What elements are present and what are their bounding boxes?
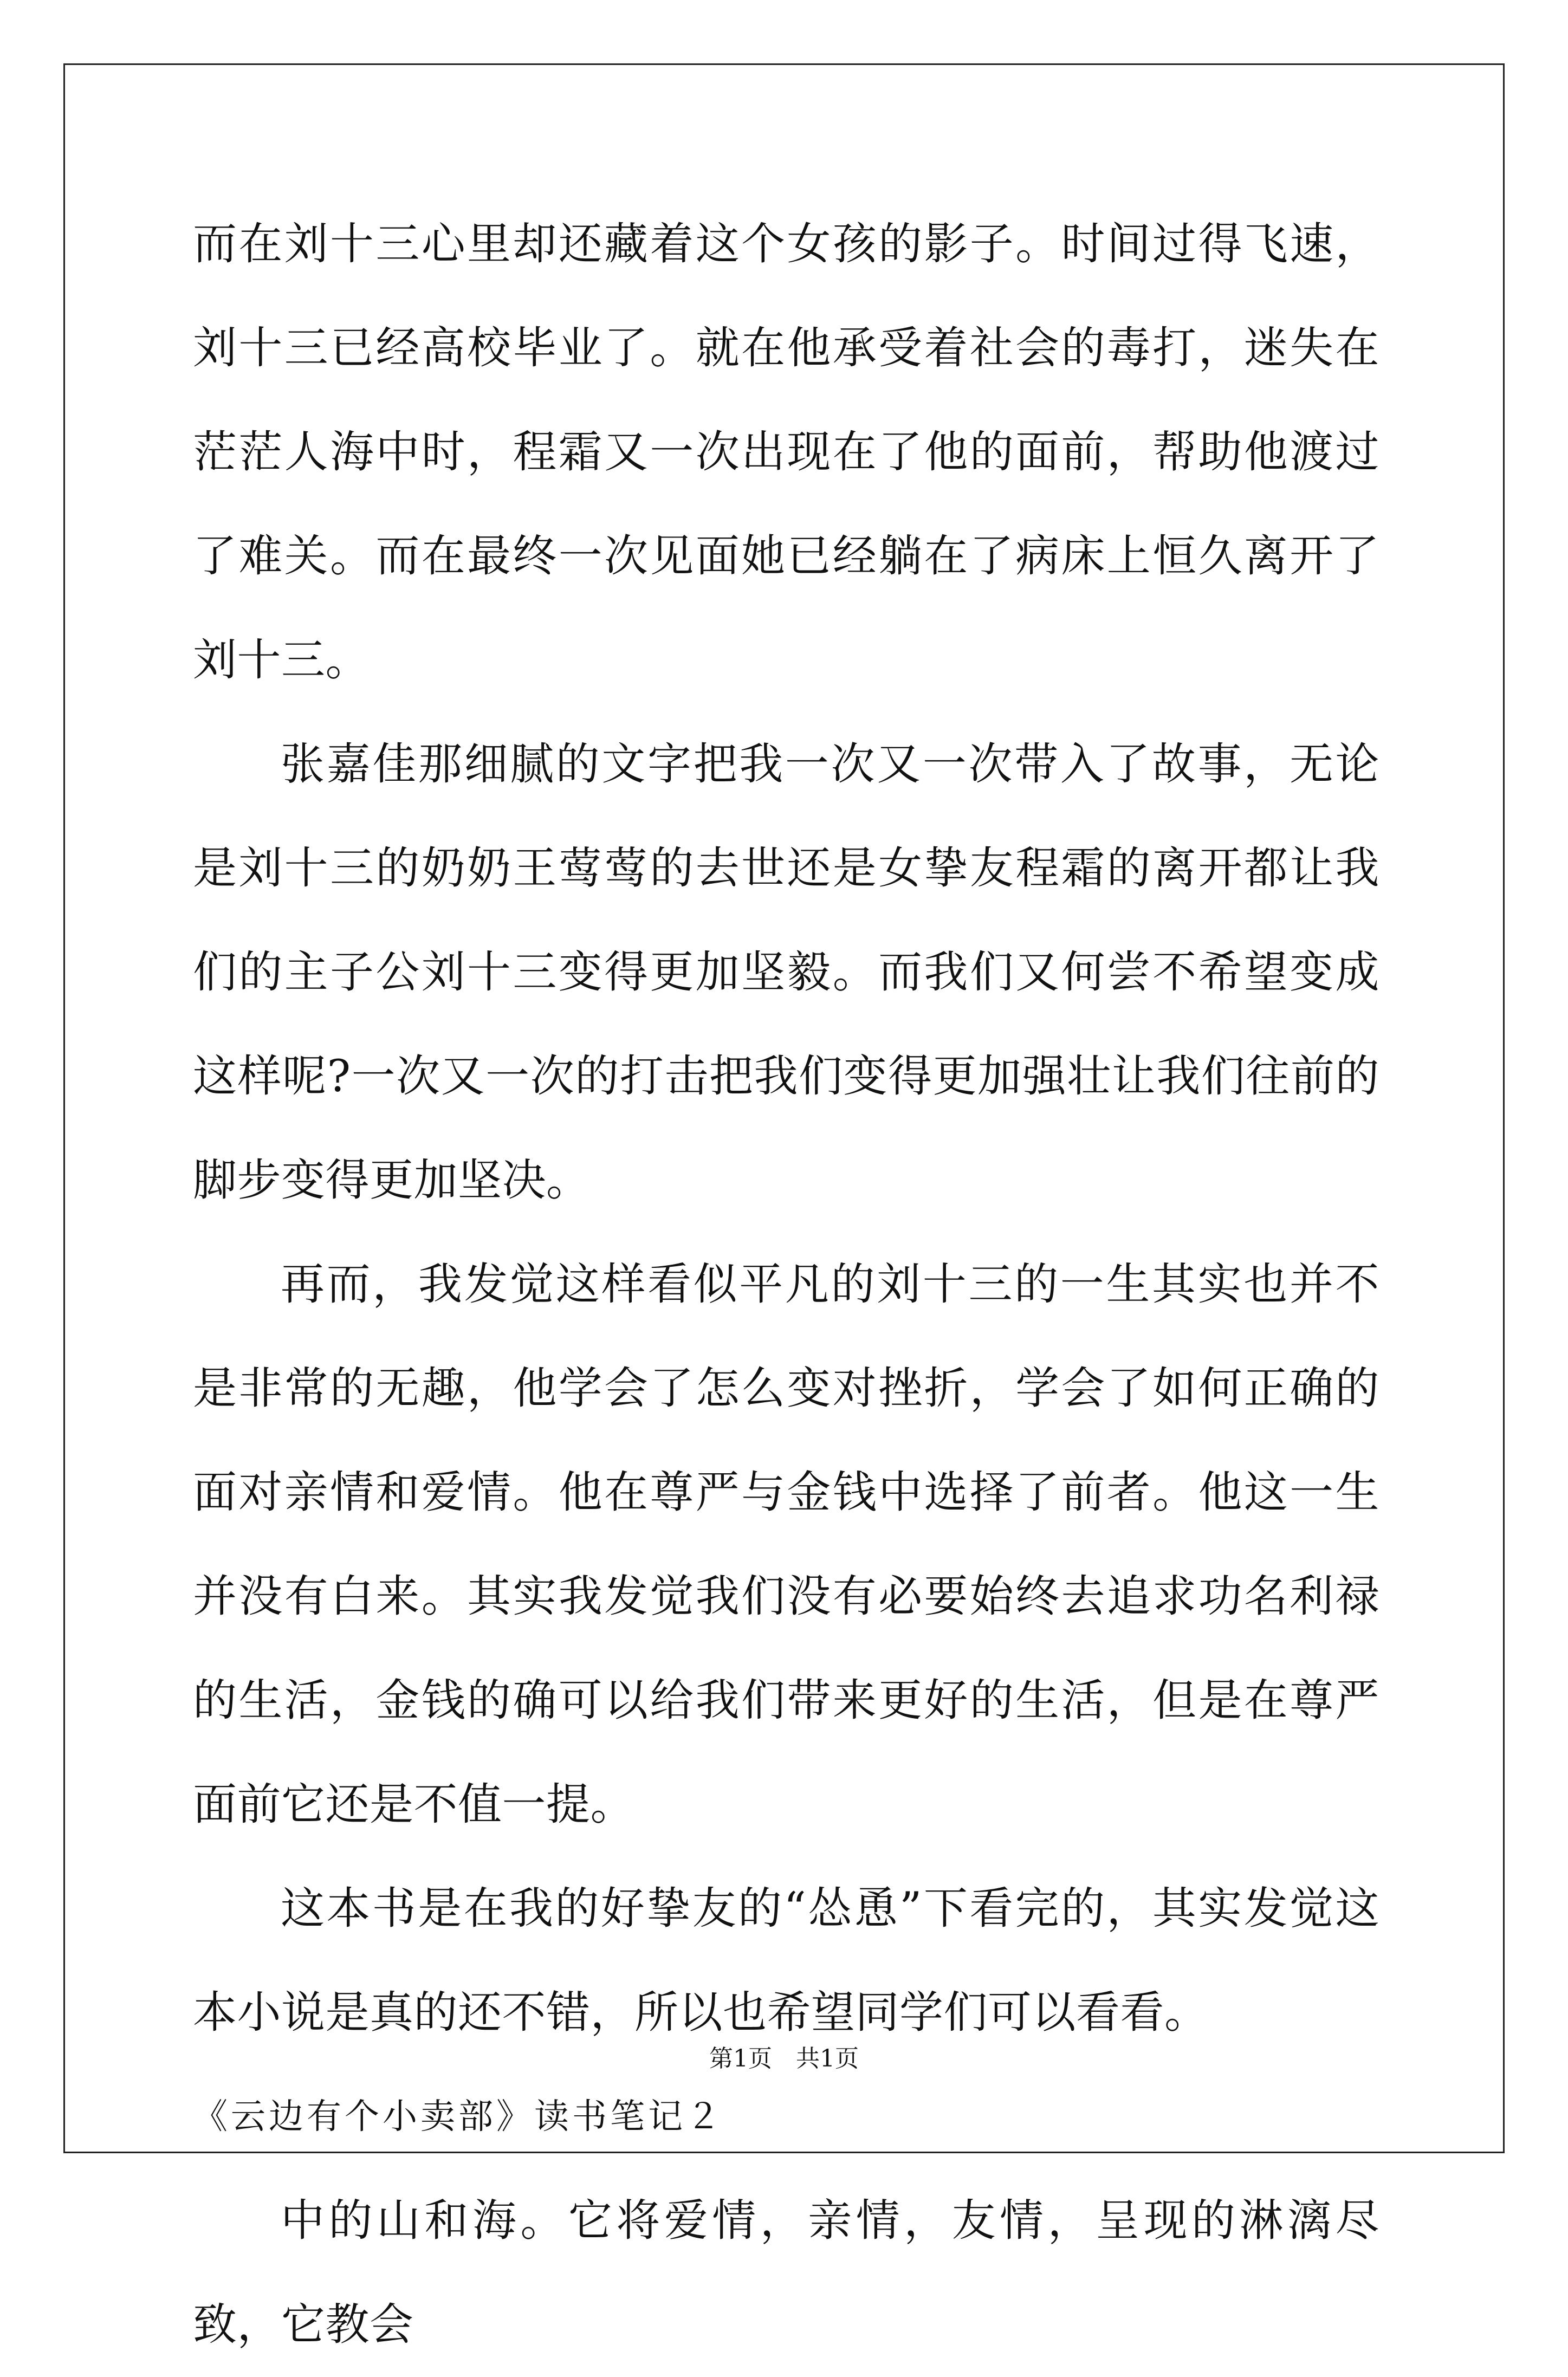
page-footer: 第1页 共1页 [709,2045,859,2072]
paragraph-2: 张嘉佳那细腻的文字把我一次又一次带入了故事，无论是刘十三的奶奶王莺莺的去世还是女挚友程霜的离开都让我们的主子公刘十三变得更加坚毅。而我们又何尝不希望变成这样呢?一次又一次的打击把我们变得更加强壮让我们往前的脚步变得更加坚决。 [193,739,1379,1206]
paragraph-3: 再而，我发觉这样看似平凡的刘十三的一生其实也并不是非常的无趣，他学会了怎么变对挫折，学会了如何正确的面对亲情和爱情。他在尊严与金钱中选择了前者。他这一生并没有白来。其实我发觉我们没有必要始终去追求功名利禄的生活，金钱的确可以给我们带来更好的生活，但是在尊严面前它还是不值一提。 [193,1259,1379,1830]
paragraph-5: 中的山和海。它将爱情，亲情，友情，呈现的淋漓尽致，它教会 [193,2195,1379,2350]
paragraph-1: 而在刘十三心里却还藏着这个女孩的影子。时间过得飞速，刘十三已经高校毕业了。就在他承受着社会的毒打，迷失在茫茫人海中时，程霜又一次出现在了他的面前，帮助他渡过了难关。而在最终一次见面她已经躺在了病床上恒久离开了刘十三。 [193,219,1379,686]
paragraph-4: 这本书是在我的好挚友的“怂恿”下看完的，其实发觉这本小说是真的还不错，所以也希望同学们可以看看。 [193,1883,1379,2038]
section-heading: 《云边有个小卖部》读书笔记２ [193,2097,724,2137]
